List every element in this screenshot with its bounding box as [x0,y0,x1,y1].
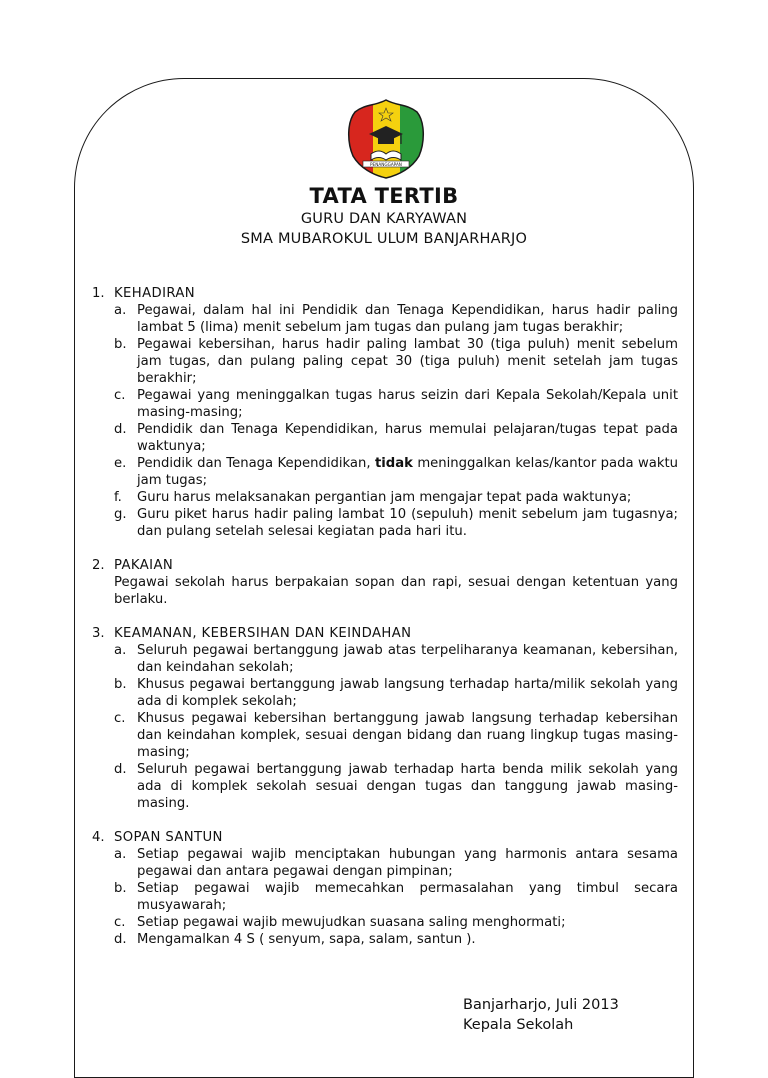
section-kehadiran [92,285,678,540]
item-letter: a. [114,643,127,658]
list-item [114,914,678,931]
item-letter: c. [114,915,126,930]
section-body-text: Pegawai sekolah harus berpakaian sopan dan rapi, sesuai dengan ketentuan yang berlaku. [114,575,678,607]
list-item [114,302,678,336]
document-subtitle-1: GURU DAN KARYAWAN [300,211,468,227]
signature-place-date: Banjarharjo, Juli 2013 [463,997,619,1013]
section-sopan-santun [92,829,678,948]
section-heading [92,557,678,574]
item-letter: e. [114,456,127,471]
section-number: 4. [92,830,105,845]
item-text: Setiap pegawai wajib menciptakan hubungan yang harmonis antara sesama pegawai dan antara pegawai dengan pimpinan; [137,847,678,879]
item-letter: b. [114,677,127,692]
section-number: 3. [92,626,105,641]
item-text: Pegawai yang meninggalkan tugas harus seizin dari Kepala Sekolah/Kepala unit masing-masing; [137,388,678,420]
item-text: Setiap pegawai wajib memecahkan permasalahan yang timbul secara musyawarah; [137,881,678,913]
item-letter: d. [114,762,127,777]
list-item [114,710,678,761]
list-item [114,455,678,489]
section-number: 1. [92,286,105,301]
section-title: KEHADIRAN [114,286,196,301]
document-subtitle-2: SMA MUBAROKUL ULUM BANJARHARJO [240,231,528,247]
list-item [114,931,678,948]
item-letter: a. [114,847,127,862]
item-text-emphasis: tidak [374,456,413,471]
rules-content [92,285,678,965]
list-item [114,387,678,421]
list-item [114,880,678,914]
item-text: Khusus pegawai bertanggung jawab langsung terhadap harta/milik sekolah yang ada di komplek sekolah; [137,677,678,709]
item-letter: b. [114,881,127,896]
item-letter: c. [114,388,126,403]
list-item [114,846,678,880]
list-item [114,421,678,455]
item-text: Pendidik dan Tenaga Kependidikan, harus memulai pelajaran/tugas tepat pada waktunya; [137,422,678,454]
list-item [114,761,678,812]
document-title: TATA TERTIB [309,184,459,208]
item-text-part: Pendidik dan Tenaga Kependidikan, [137,456,375,471]
item-letter: d. [114,932,127,947]
list-item [114,506,678,540]
section-title: KEAMANAN, KEBERSIHAN DAN KEINDAHAN [114,626,412,641]
section-heading [92,829,678,846]
list-item [114,336,678,387]
item-letter: a. [114,303,127,318]
item-text: Khusus pegawai kebersihan bertanggung jawab langsung terhadap kebersihan dan keindahan komplek, sesuai dengan bidang dan ruang lingkup tugas masing-masing; [137,711,678,760]
section-items [114,846,678,948]
item-letter: b. [114,337,127,352]
item-text: Pegawai, dalam hal ini Pendidik dan Tenaga Kependidikan, harus hadir paling lambat 5 (lima) menit sebelum jam tugas dan pulang jam tugas berakhir; [137,303,678,335]
item-text: Seluruh pegawai bertanggung jawab terhadap harta benda milik sekolah yang ada di komplek sekolah sesuai dengan tugas dan tanggung jawab masing-masing. [137,762,678,811]
item-text-part: meninggalkan kelas/kantor pada waktu jam tugas; [137,456,678,488]
item-letter: d. [114,422,127,437]
school-emblem-logo [345,98,427,180]
item-text: Setiap pegawai wajib mewujudkan suasana saling menghormati; [137,915,566,930]
signature-block [463,995,619,1035]
section-title: SOPAN SANTUN [114,830,223,845]
item-text: Guru harus melaksanakan pergantian jam mengajar tepat pada waktunya; [137,490,632,505]
signature-role: Kepala Sekolah [463,1017,574,1033]
item-text: Mengamalkan 4 S ( senyum, sapa, salam, santun ). [137,932,476,947]
section-number: 2. [92,558,105,573]
list-item [114,642,678,676]
section-items [114,302,678,540]
item-text: Seluruh pegawai bertanggung jawab atas terpeliharanya keamanan, kebersihan, dan keindahan sekolah; [137,643,678,675]
item-letter: c. [114,711,126,726]
list-item [114,676,678,710]
section-keamanan [92,625,678,812]
list-item [114,489,678,506]
section-title: PAKAIAN [114,558,174,573]
item-letter: f. [114,490,122,505]
item-text: Pegawai kebersihan, harus hadir paling lambat 30 (tiga puluh) menit sebelum jam tugas, dan pulang paling cepat 30 (tiga puluh) menit setelah jam tugas berakhir; [137,337,678,386]
item-text [137,455,678,489]
item-letter: g. [114,507,127,522]
section-pakaian [92,557,678,608]
svg-text:PENANGGAPAN: PENANGGAPAN [370,161,402,167]
section-heading [92,285,678,302]
section-items [114,642,678,812]
item-text: Guru piket harus hadir paling lambat 10 (sepuluh) menit sebelum jam tugasnya; dan pulang setelah selesai kegiatan pada hari itu. [137,507,678,539]
section-heading [92,625,678,642]
